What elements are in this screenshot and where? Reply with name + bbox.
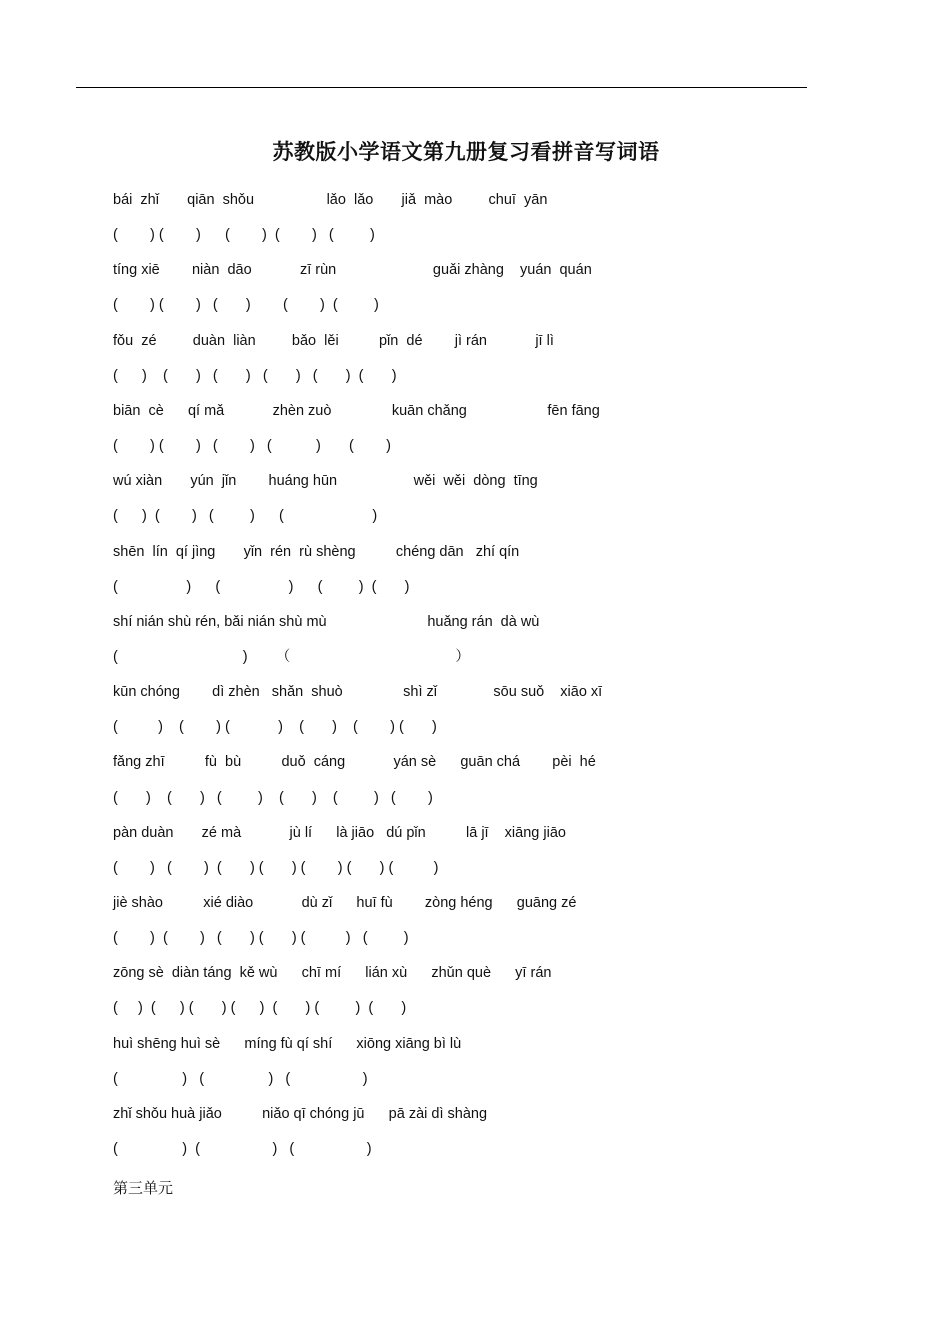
pinyin-line: huì shēng huì sè míng fù qí shí xiōng xiāng bì lù <box>113 1035 462 1052</box>
pinyin-line: shēn lín qí jìng yǐn rén rù shèng chéng dān zhí qín <box>113 543 520 560</box>
pinyin-line: pàn duàn zé mà jù lí là jiāo dú pǐn lā jī xiāng jiāo <box>113 824 566 841</box>
pinyin-line: zhǐ shǒu huà jiǎo niǎo qī chóng jū pā zài dì shàng <box>113 1105 488 1122</box>
answer-blank-line[interactable]: ( ) ( ) ( ) ( ) ( ) <box>113 438 391 455</box>
pinyin-line: bái zhǐ qiān shǒu lǎo lǎo jiǎ mào chuī yān <box>113 192 548 208</box>
pinyin-line: wú xiàn yún jǐn huáng hūn wěi wěi dòng tīng <box>113 473 538 490</box>
answer-blank-line[interactable]: ( ) ( ) ( ) ( ) ( ) ( ) <box>113 719 437 736</box>
answer-blank-line[interactable]: ( ) ( ) ( ) ( ) ( ) ( ) ( ) <box>113 1000 407 1017</box>
page-title: 苏教版小学语文第九册复习看拼音写词语 <box>272 139 660 164</box>
pinyin-line: fǒu zé duàn liàn bǎo lěi pǐn dé jì rán jī lì <box>113 332 554 349</box>
pinyin-line: tíng xiē niàn dāo zī rùn guǎi zhàng yuán quán <box>113 262 592 279</box>
pinyin-line: kūn chóng dì zhèn shǎn shuò shì zǐ sōu suǒ xiāo xī <box>113 684 603 701</box>
answer-blank-line[interactable]: ( ) ( ) ( ) <box>113 1070 368 1087</box>
answer-blank-line[interactable]: ( ) ( ) ( ) ( ) ( ) ( ) <box>113 789 433 806</box>
pinyin-line: shí nián shù rén, bǎi nián shù mù huǎng rán dà wù <box>113 613 540 630</box>
answer-blank-line[interactable]: ( ) ( ) ( ) ( ) <box>113 578 410 595</box>
answer-blank-line[interactable]: ( ) ( ) ( ) ( ) ( ) ( ) ( ) <box>113 859 439 876</box>
pinyin-line: fǎng zhī fù bù duǒ cáng yán sè guān chá pèi hé <box>113 754 596 771</box>
answer-blank-line[interactable]: ( ) ( ) ( ) <box>113 1141 372 1158</box>
pinyin-line: zōng sè diàn táng kě wù chī mí lián xù zhǔn què yī rán <box>113 965 552 982</box>
answer-blank-line[interactable]: ( ) ( ) ( ) ( ) <box>113 508 378 525</box>
answer-blank-line[interactable]: ( ) ( ) ( ) ( ) ( ) ( ) <box>113 930 409 947</box>
answer-blank-line[interactable]: ( ) ( ) ( ) ( ) ( ) <box>113 227 375 244</box>
section-heading: 第三单元 <box>113 1179 174 1197</box>
answer-blank-line[interactable]: ( ) ( ) ( ) ( ) ( ) <box>113 297 379 314</box>
header-rule <box>76 87 807 88</box>
pinyin-line: jiè shào xié diào dù zǐ huī fù zòng héng guāng zé <box>113 895 577 911</box>
answer-blank-line[interactable]: ( ) （ ） <box>113 648 470 665</box>
answer-blank-line[interactable]: ( ) ( ) ( ) ( ) ( ) ( ) <box>113 367 397 384</box>
pinyin-line: biān cè qí mǎ zhèn zuò kuān chǎng fēn fāng <box>113 402 600 419</box>
